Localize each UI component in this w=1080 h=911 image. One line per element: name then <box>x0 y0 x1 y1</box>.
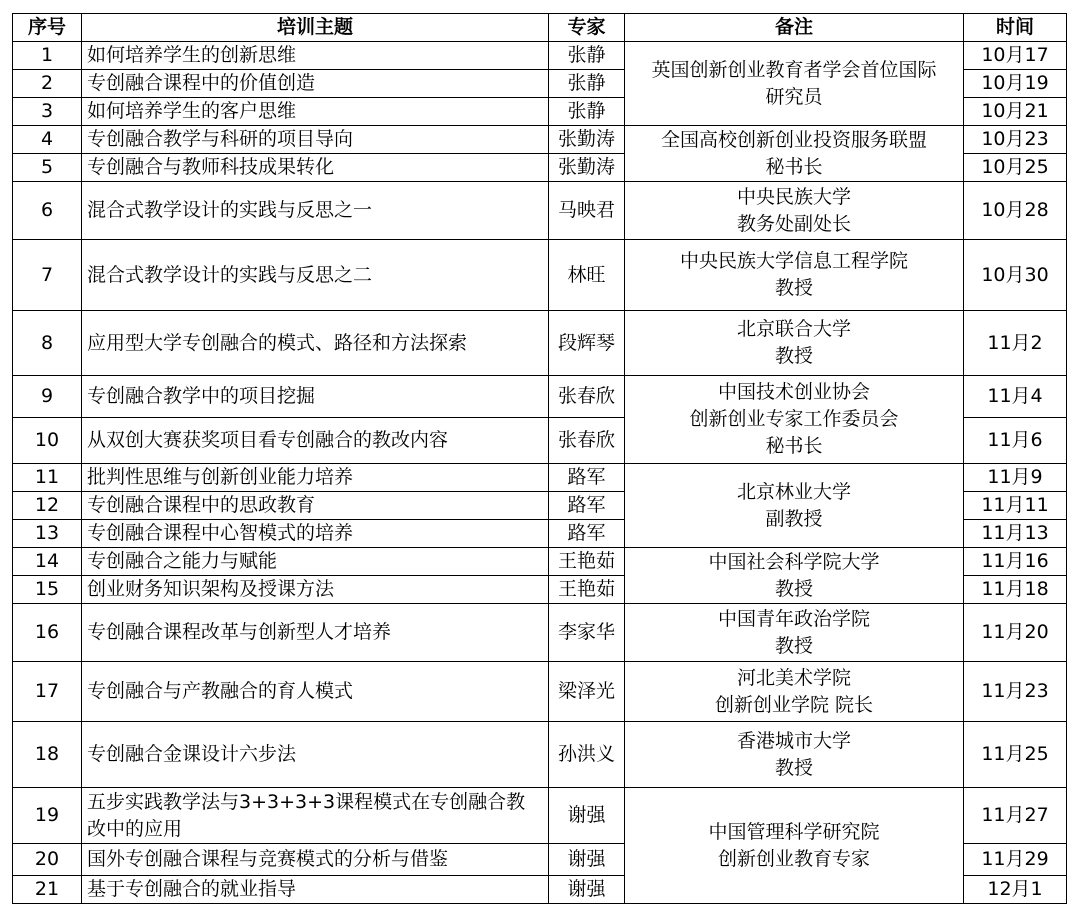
row-topic: 五步实践教学法与3+3+3+3课程模式在专创融合教改中的应用 <box>82 788 549 844</box>
row-topic: 专创融合与产教融合的育人模式 <box>82 662 549 722</box>
remark-line: 香港城市大学 <box>736 729 851 752</box>
table-row <box>13 240 1067 311</box>
row-date: 10月25 <box>964 154 1067 182</box>
row-date: 11月11 <box>964 492 1067 520</box>
row-date: 10月23 <box>964 126 1067 154</box>
row-expert: 李家华 <box>549 604 625 662</box>
remark-line: 教授 <box>774 345 813 367</box>
table-row <box>13 722 1067 788</box>
remark-line: 教授 <box>774 277 813 299</box>
row-topic: 创业财务知识架构及授课方法 <box>82 576 549 604</box>
row-expert: 王艳茹 <box>549 576 625 604</box>
row-no: 16 <box>13 604 82 662</box>
row-expert: 谢强 <box>549 788 625 844</box>
row-no: 7 <box>13 240 82 311</box>
row-no: 2 <box>13 70 82 98</box>
row-topic: 专创融合与教师科技成果转化 <box>82 154 549 182</box>
row-no: 21 <box>13 876 82 904</box>
row-date: 10月28 <box>964 182 1067 240</box>
row-date: 11月23 <box>964 662 1067 722</box>
row-topic: 如何培养学生的创新思维 <box>82 42 549 70</box>
header-topic: 培训主题 <box>82 14 549 42</box>
row-topic: 专创融合教学中的项目挖掘 <box>82 376 549 418</box>
row-date: 11月18 <box>964 576 1067 604</box>
remark-line: 中国管理科学研究院 <box>708 820 880 843</box>
remark-cell <box>625 126 964 182</box>
remark-cell <box>625 662 964 722</box>
row-no: 12 <box>13 492 82 520</box>
header-remark: 备注 <box>625 14 964 42</box>
row-no: 10 <box>13 418 82 464</box>
row-expert: 张春欣 <box>549 418 625 464</box>
remark-line: 河北美术学院 <box>736 666 851 689</box>
remark-line: 秘书长 <box>765 155 823 178</box>
remark-cell <box>625 788 964 904</box>
row-date: 10月21 <box>964 98 1067 126</box>
remark-line: 中国社会科学院大学 <box>708 550 880 573</box>
remark-line: 创新创业教育专家 <box>717 847 870 870</box>
row-topic: 从双创大赛获奖项目看专创融合的教改内容 <box>82 418 549 464</box>
remark-cell <box>625 240 964 311</box>
row-no: 5 <box>13 154 82 182</box>
table-row <box>13 126 1067 154</box>
row-date: 11月2 <box>964 311 1067 376</box>
row-expert: 张勤涛 <box>549 126 625 154</box>
row-topic: 如何培养学生的客户思维 <box>82 98 549 126</box>
remark-line: 全国高校创新创业投资服务联盟 <box>660 128 927 151</box>
row-no: 19 <box>13 788 82 844</box>
row-expert: 张勤涛 <box>549 154 625 182</box>
row-expert: 张静 <box>549 98 625 126</box>
row-no: 6 <box>13 182 82 240</box>
row-expert: 王艳茹 <box>549 548 625 576</box>
remark-line: 北京林业大学 <box>736 480 851 503</box>
remark-line: 中国技术创业协会 <box>717 381 870 403</box>
row-topic: 应用型大学专创融合的模式、路径和方法探索 <box>82 311 549 376</box>
row-no: 15 <box>13 576 82 604</box>
row-date: 12月1 <box>964 876 1067 904</box>
remark-line: 副教授 <box>765 507 823 530</box>
table-row <box>13 42 1067 70</box>
row-topic: 专创融合课程中的思政教育 <box>82 492 549 520</box>
row-no: 8 <box>13 311 82 376</box>
remark-line: 英国创新创业教育者学会首位国际 <box>651 58 937 81</box>
row-no: 20 <box>13 844 82 876</box>
row-date: 10月30 <box>964 240 1067 311</box>
row-topic: 专创融合金课设计六步法 <box>82 722 549 788</box>
remark-line: 中央民族大学 <box>736 185 851 208</box>
header-expert: 专家 <box>549 14 625 42</box>
remark-cell <box>625 311 964 376</box>
row-expert: 张静 <box>549 42 625 70</box>
row-expert: 张春欣 <box>549 376 625 418</box>
row-topic: 专创融合课程中心智模式的培养 <box>82 520 549 548</box>
table-row <box>13 376 1067 418</box>
row-no: 4 <box>13 126 82 154</box>
row-no: 3 <box>13 98 82 126</box>
remark-line: 秘书长 <box>765 435 823 457</box>
table-row <box>13 788 1067 844</box>
row-expert: 林旺 <box>549 240 625 311</box>
row-no: 13 <box>13 520 82 548</box>
row-date: 11月16 <box>964 548 1067 576</box>
row-expert: 段辉琴 <box>549 311 625 376</box>
table-row <box>13 662 1067 722</box>
row-date: 11月13 <box>964 520 1067 548</box>
row-date: 11月20 <box>964 604 1067 662</box>
row-no: 11 <box>13 464 82 492</box>
row-topic: 专创融合教学与科研的项目导向 <box>82 126 549 154</box>
row-no: 14 <box>13 548 82 576</box>
row-topic: 混合式教学设计的实践与反思之二 <box>82 240 549 311</box>
remark-line: 中国青年政治学院 <box>717 607 870 630</box>
row-expert: 路军 <box>549 464 625 492</box>
row-expert: 路军 <box>549 492 625 520</box>
header-no: 序号 <box>13 14 82 42</box>
remark-line: 北京联合大学 <box>736 318 851 340</box>
row-expert: 谢强 <box>549 876 625 904</box>
remark-line: 教授 <box>774 756 813 779</box>
table-row <box>13 182 1067 240</box>
remark-line: 教授 <box>774 634 813 657</box>
row-topic: 混合式教学设计的实践与反思之一 <box>82 182 549 240</box>
table-row <box>13 548 1067 576</box>
row-date: 11月27 <box>964 788 1067 844</box>
row-date: 10月17 <box>964 42 1067 70</box>
header-row <box>13 14 1067 42</box>
row-expert: 梁泽光 <box>549 662 625 722</box>
row-no: 17 <box>13 662 82 722</box>
remark-line: 教授 <box>774 577 813 600</box>
row-date: 11月29 <box>964 844 1067 876</box>
row-no: 9 <box>13 376 82 418</box>
row-topic: 专创融合课程中的价值创造 <box>82 70 549 98</box>
remark-line: 创新创业专家工作委员会 <box>689 408 899 430</box>
header-date: 时间 <box>964 14 1067 42</box>
remark-cell <box>625 42 964 126</box>
table-row <box>13 311 1067 376</box>
remark-cell <box>625 722 964 788</box>
row-expert: 谢强 <box>549 844 625 876</box>
remark-line: 创新创业学院 院长 <box>714 693 874 716</box>
row-expert: 孙洪义 <box>549 722 625 788</box>
row-expert: 张静 <box>549 70 625 98</box>
remark-cell <box>625 548 964 604</box>
remark-line: 教务处副处长 <box>736 212 851 235</box>
row-date: 10月19 <box>964 70 1067 98</box>
training-schedule-table <box>12 13 1067 904</box>
table-row <box>13 464 1067 492</box>
remark-cell <box>625 182 964 240</box>
row-date: 11月4 <box>964 376 1067 418</box>
row-topic: 基于专创融合的就业指导 <box>82 876 549 904</box>
remark-line: 研究员 <box>765 85 823 108</box>
row-date: 11月9 <box>964 464 1067 492</box>
remark-cell <box>625 604 964 662</box>
row-date: 11月6 <box>964 418 1067 464</box>
row-date: 11月25 <box>964 722 1067 788</box>
remark-cell <box>625 464 964 548</box>
row-expert: 马映君 <box>549 182 625 240</box>
row-no: 1 <box>13 42 82 70</box>
remark-line: 中央民族大学信息工程学院 <box>679 250 908 272</box>
row-topic: 国外专创融合课程与竞赛模式的分析与借鉴 <box>82 844 549 876</box>
row-expert: 路军 <box>549 520 625 548</box>
row-topic: 批判性思维与创新创业能力培养 <box>82 464 549 492</box>
row-no: 18 <box>13 722 82 788</box>
row-topic: 专创融合课程改革与创新型人才培养 <box>82 604 549 662</box>
table-row <box>13 604 1067 662</box>
remark-cell <box>625 376 964 464</box>
row-topic: 专创融合之能力与赋能 <box>82 548 549 576</box>
